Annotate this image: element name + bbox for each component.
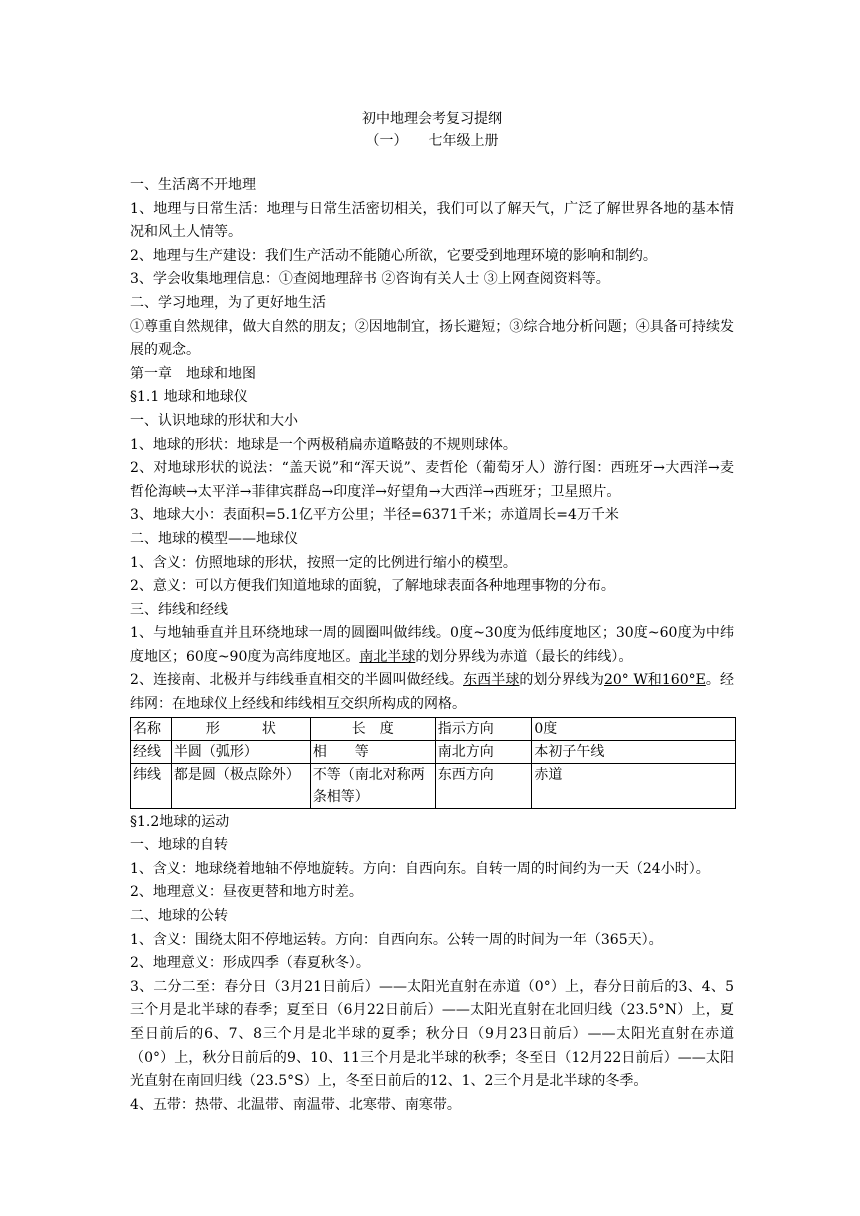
table-cell: 相 等	[310, 740, 435, 763]
table-row	[131, 740, 736, 763]
section-heading: §1.1 地球和地球仪	[130, 389, 248, 406]
latitude-paragraph	[130, 622, 734, 669]
table-cell: 南北方向	[435, 740, 532, 763]
table-header-cell: 长 度	[310, 717, 435, 740]
paragraph: 1、含义：地球绕着地轴不停地旋转。方向：自西向东。自转一周的时间约为一天（24小时）。	[130, 860, 710, 877]
table-cell: 赤道	[532, 763, 736, 808]
paragraph: 4、五带：热带、北温带、南温带、北寒带、南寒带。	[130, 1096, 461, 1113]
table-cell: 都是圆（极点除外）	[171, 763, 310, 808]
paragraph: 3、二分二至：春分日（3月21日前后）——太阳光直射在赤道（0°）上，春分日前后的3、4、5三个月是北半球的春季；夏至日（6月22日前后）——太阳光直射在北回归线（23.5°N）上，夏至日前后的6、7、8三个月是北半球的夏季；秋分日（9月23日前后）——太阳光直射在赤道（0°）上，秋分日前后的9、10、11三个月是北半球的秋季；冬至日（12月22日前后）——太阳光直射在南回归线（23.5°S）上，冬至日前后的12、1、2三个月是北半球的冬季。	[130, 978, 734, 1090]
paragraph: 1、地球的形状：地球是一个两极稍扁赤道略鼓的不规则球体。	[130, 436, 517, 453]
page-content	[130, 108, 734, 1117]
paragraph: 2、对地球形状的说法：“盖天说”和“浑天说”、麦哲伦（葡萄牙人）游行图：西班牙→大西洋→麦哲伦海峡→太平洋→菲律宾群岛→印度洋→好望角→大西洋→西班牙；卫星照片。	[130, 460, 734, 500]
underlined-term: 20° W和160°E	[603, 672, 706, 689]
table-header-cell: 指示方向	[435, 717, 532, 740]
table-cell: 经线	[131, 740, 172, 763]
section-heading: §1.2地球的运动	[130, 813, 230, 830]
underlined-term: 东西半球	[463, 672, 520, 689]
table-header-cell: 0度	[532, 717, 736, 740]
paragraph: 二、地球的模型——地球仪	[130, 530, 298, 547]
paragraph: 2、地理与生产建设：我们生产活动不能随心所欲，它要受到地理环境的影响和制约。	[130, 247, 657, 264]
section-earth-motion	[130, 811, 734, 1118]
text-run: 。经纬网：在地球仪上经线和纬线相互交织所构成的网格。	[130, 672, 735, 713]
table-cell: 不等（南北对称两 条相等）	[310, 763, 435, 808]
table-cell: 东西方向	[435, 763, 532, 808]
text-run: 的划分界线为	[519, 672, 604, 689]
text-run: 的划分界线为赤道（最长的纬线）。	[415, 648, 633, 665]
paragraph: 二、地球的公转	[130, 908, 228, 925]
page-subtitle: （一） 七年级上册	[365, 133, 499, 149]
section-intro	[130, 174, 734, 717]
table-cell: 半圆（弧形）	[171, 740, 310, 763]
paragraph: 一、认识地球的形状和大小	[130, 412, 298, 429]
paragraph: 2、地理意义：形成四季（春夏秋冬）。	[130, 955, 370, 972]
paragraph: 1、含义：围绕太阳不停地运转。方向：自西向东。公转一周的时间为一年（365天）。	[130, 931, 663, 948]
paragraph: 3、地球大小：表面积=5.1亿平方公里；半径=6371千米；赤道周长=4万千米	[130, 507, 619, 524]
table-cell: 纬线	[131, 763, 172, 808]
paragraph: 1、含义：仿照地球的形状，按照一定的比例进行缩小的模型。	[130, 554, 517, 571]
table-row	[131, 763, 736, 808]
paragraph: 3、学会收集地理信息：①查阅地理辞书 ②咨询有关人士 ③上网查阅资料等。	[130, 271, 610, 288]
page-title: 初中地理会考复习提纲	[362, 111, 502, 127]
text-run: 2、连接南、北极并与纬线垂直相交的半圆叫做经线。	[130, 672, 464, 689]
longitude-paragraph	[130, 669, 734, 716]
paragraph: 1、地理与日常生活：地理与日常生活密切相关，我们可以了解天气，广泛了解世界各地的基本情况和风土人情等。	[130, 200, 734, 241]
paragraph: ①尊重自然规律，做大自然的朋友；②因地制宜，扬长避短；③综合地分析问题；④具备可持续发展的观念。	[130, 318, 734, 359]
underlined-term: 南北半球	[359, 648, 416, 665]
paragraph: 三、纬线和经线	[130, 601, 228, 618]
table-cell: 本初子午线	[532, 740, 736, 763]
table-header-cell: 形 状	[171, 717, 310, 740]
comparison-table	[130, 717, 736, 809]
paragraph: 一、地球的自转	[130, 837, 228, 854]
paragraph: 二、学习地理，为了更好地生活	[130, 294, 326, 311]
paragraph: 2、意义：可以方便我们知道地球的面貌，了解地球表面各种地理事物的分布。	[130, 578, 615, 595]
paragraph: 2、地理意义：昼夜更替和地方时差。	[130, 884, 363, 901]
table-header-cell: 名称	[131, 717, 172, 740]
paragraph: 一、生活离不开地理	[130, 177, 256, 193]
text-run: 1、与地轴垂直并且环绕地球一周的圆圈叫做纬线。0度~30度为低纬度地区；30度~60度为中纬度地区；60度~90度为高纬度地区。	[130, 625, 734, 665]
table-header-row	[131, 717, 736, 740]
chapter-heading: 第一章 地球和地图	[130, 365, 256, 382]
